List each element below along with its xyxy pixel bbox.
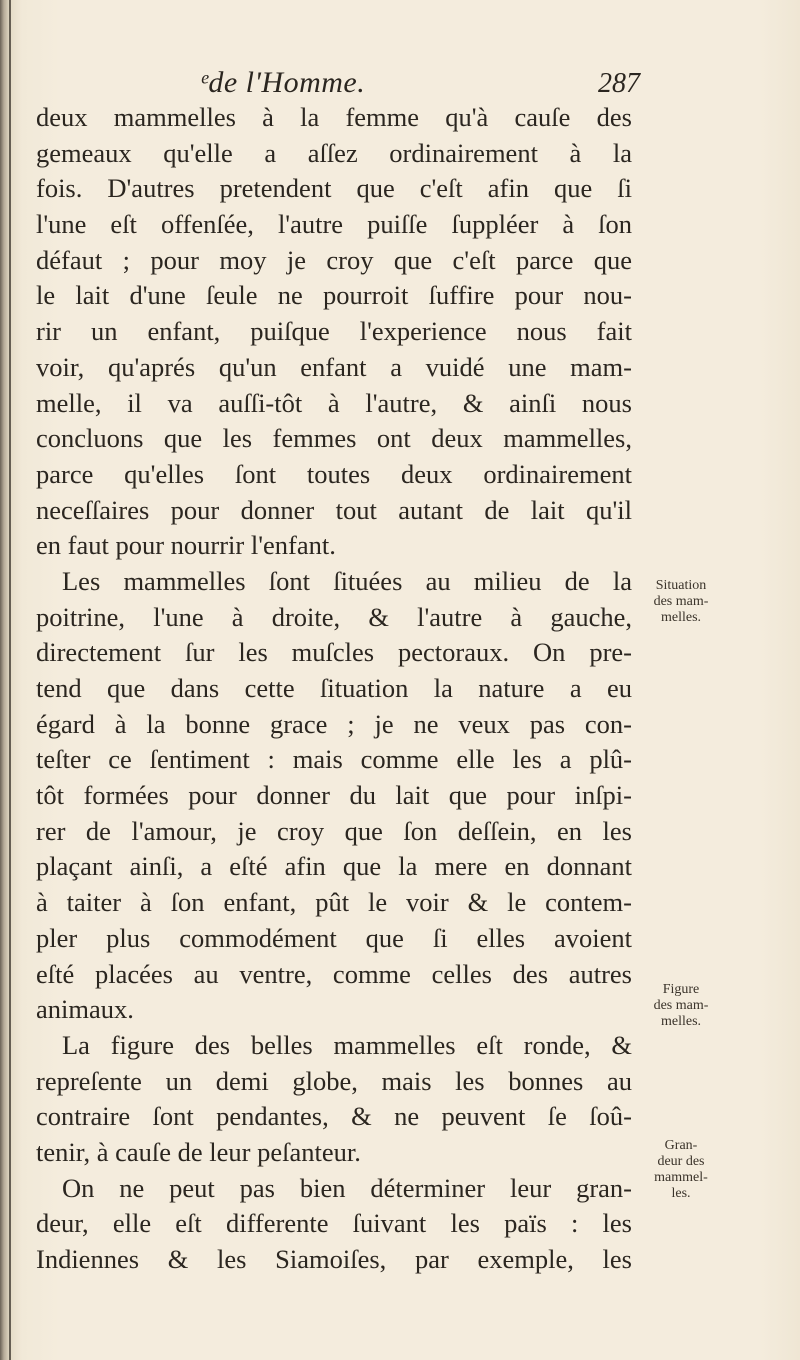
text-line: melle, il va auſſi-tôt à l'autre, & ainſi nous: [36, 387, 632, 418]
text-line: rer de l'amour, je croy que ſon deſſein, en les: [36, 815, 632, 846]
text-line: l'une eſt offenſée, l'autre puiſſe ſuppléer à ſon: [36, 209, 632, 240]
text-line: deur, elle eſt differente ſuivant les païs : les: [36, 1208, 632, 1239]
text-line: teſter ce ſentiment : mais comme elle les a plû-: [36, 744, 632, 775]
text-line: plaçant ainſi, a eſté afin que la mere en donnant: [36, 851, 632, 882]
text-line: gemeaux qu'elle a aſſez ordinairement à la: [36, 137, 632, 168]
text-line: Les mammelles ſont ſituées au milieu de la: [62, 565, 632, 596]
margin-note-situation: [636, 578, 726, 626]
text-line: repreſente un demi globe, mais les bonnes au: [36, 1065, 632, 1096]
text-line: directement ſur les muſcles pectoraux. On pre-: [36, 637, 632, 668]
margin-note-line: les.: [671, 1186, 691, 1201]
text-line: On ne peut pas bien déterminer leur gran-: [62, 1172, 632, 1203]
text-line: tôt formées pour donner du lait que pour inſpi-: [36, 780, 632, 811]
text-line: La figure des belles mammelles eſt ronde, &: [62, 1029, 632, 1060]
margin-note-figure: [636, 982, 726, 1030]
margin-note-line: Figure: [662, 982, 700, 997]
text-line: deux mammelles à la femme qu'à cauſe des: [36, 102, 632, 132]
body-text: [36, 100, 632, 1278]
text-line: fois. D'autres pretendent que c'eſt afin que ſi: [36, 173, 632, 204]
text-line: voir, qu'aprés qu'un enfant a vuidé une mam-: [36, 351, 632, 382]
margin-note-line: deur des: [657, 1154, 705, 1169]
text-line: Indiennes & les Siamoiſes, par exemple, les: [36, 1244, 632, 1274]
text-line: pler plus commodément que ſi elles avoient: [36, 922, 632, 953]
margin-note-line: des mam-: [653, 594, 709, 609]
margin-note-line: mammel-: [654, 1170, 708, 1185]
text-line: parce qu'elles ſont toutes deux ordinairement: [36, 458, 632, 489]
text-line: le lait d'une ſeule ne pourroit ſuffire pour nou-: [36, 280, 632, 311]
text-line: égard à la bonne grace ; je ne veux pas con-: [36, 708, 632, 739]
page-number: 287: [598, 68, 640, 99]
running-title: ᵉde l'Homme.: [200, 66, 366, 99]
text-line: défaut ; pour moy je croy que c'eſt parce que: [36, 244, 632, 275]
binding-edge: [9, 0, 11, 1360]
margin-note-line: melles.: [660, 1014, 702, 1029]
text-line: en faut pour nourrir l'enfant.: [36, 530, 336, 561]
text-line: eſté placées au ventre, comme celles des autres: [36, 958, 632, 989]
text-line: poitrine, l'une à droite, & l'autre à gauche,: [36, 601, 632, 632]
margin-note-line: Gran-: [664, 1138, 698, 1153]
margin-note-size: [636, 1138, 726, 1202]
text-line: rir un enfant, puiſque l'experience nous fait: [36, 316, 632, 347]
text-line: tenir, à cauſe de leur peſanteur.: [36, 1136, 361, 1167]
margin-note-line: melles.: [660, 610, 702, 625]
text-line: neceſſaires pour donner tout autant de lait qu'il: [36, 494, 632, 525]
text-line: concluons que les femmes ont deux mammelles,: [36, 423, 632, 454]
text-line: tend que dans cette ſituation la nature a eu: [36, 673, 632, 703]
margin-note-line: des mam-: [653, 998, 709, 1013]
text-line: à taiter à ſon enfant, pût le voir & le contem-: [36, 887, 632, 918]
text-line: animaux.: [36, 994, 134, 1025]
text-line: contraire ſont pendantes, & ne peuvent ſe ſoû-: [36, 1101, 632, 1132]
margin-note-line: Situation: [655, 578, 707, 593]
